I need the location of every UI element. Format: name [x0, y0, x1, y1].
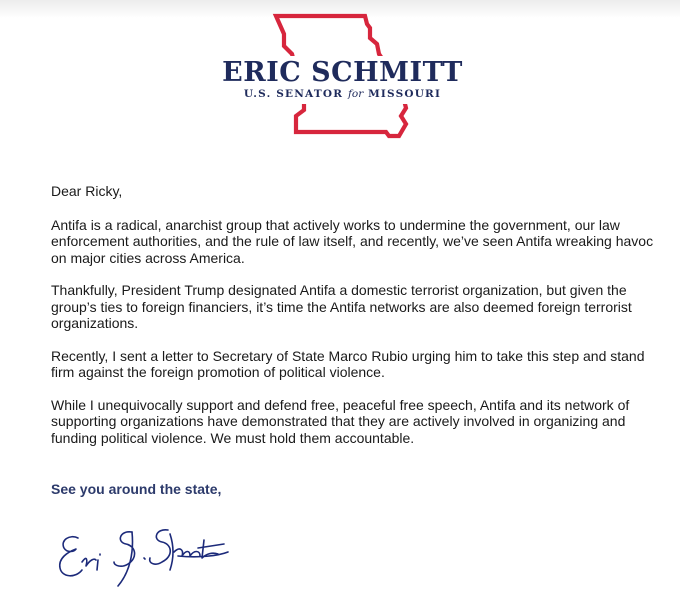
- letter-body: [51, 183, 671, 462]
- letterhead: [0, 0, 680, 150]
- letterhead-name-block: [205, 56, 480, 104]
- handwritten-signature: [48, 512, 238, 592]
- letter-paragraph-4: While I unequivocally support and defend free, peaceful free speech, Antifa and its network of supporting organizations have demonstrated that they are actively involved in organizing and funding political violence. We must hold them accountable.: [51, 396, 630, 446]
- senator-name: ERIC SCHMITT: [222, 57, 463, 88]
- salutation: Dear Ricky,: [51, 183, 123, 199]
- senator-title: [205, 88, 480, 101]
- senator-title-for: for: [347, 88, 364, 100]
- letter-paragraph-1: Antifa is a radical, anarchist group that actively works to undermine the government, our law enforcement authorities, and the rule of law itself, and recently, we’ve seen Antifa wreaking havoc on major cities across America.: [51, 216, 654, 266]
- senator-title-state: MISSOURI: [368, 88, 442, 100]
- senator-title-prefix: U.S. SENATOR: [243, 88, 344, 100]
- letter-paragraph-3: Recently, I sent a letter to Secretary of State Marco Rubio urging him to take this step and stand firm against the foreign promotion of political violence.: [51, 347, 645, 380]
- signoff: See you around the state,: [51, 481, 222, 497]
- letter-paragraph-2: Thankfully, President Trump designated Antifa a domestic terrorist organization, but given the group’s ties to foreign financiers, it’s time the Antifa networks are also deemed foreign terrorist organizations.: [51, 282, 632, 331]
